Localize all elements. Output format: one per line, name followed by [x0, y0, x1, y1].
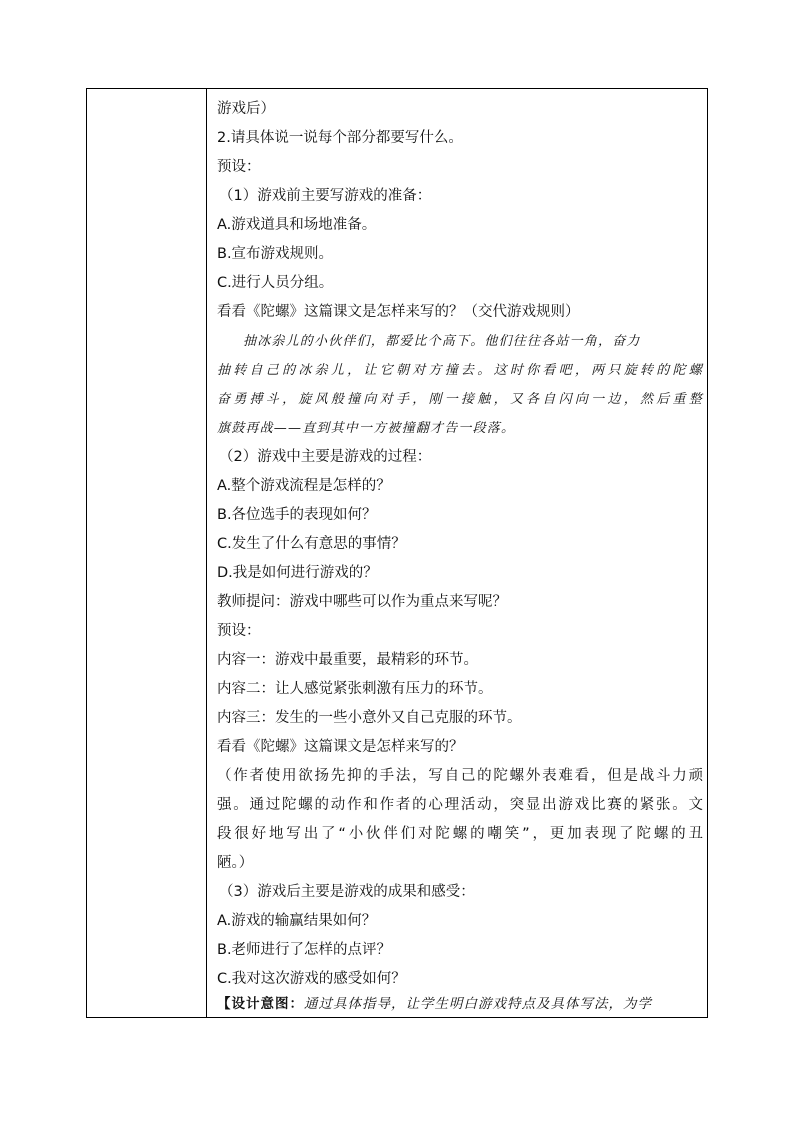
column-divider [206, 89, 207, 1017]
section-3-heading: （3）游戏后主要是游戏的成果和感受： [219, 884, 475, 900]
analysis-line: 陋。） [217, 855, 254, 871]
list-item: C.我对这次游戏的感受如何？ [217, 971, 406, 987]
analysis-line: 强。通过陀螺的动作和作者的心理活动，突显出游戏比赛的紧张。文 [217, 797, 703, 813]
preset-label: 预设： [217, 623, 261, 639]
lesson-table [86, 88, 708, 1018]
design-intent [217, 994, 703, 1014]
quote-line: 抽冰尜儿的小伙伴们，都爱比个高下。他们往往各站一角，奋力 [243, 334, 641, 349]
analysis-line: 段很好地写出了“小伙伴们对陀螺的嘲笑”，更加表现了陀螺的丑 [217, 826, 703, 842]
list-item: A.游戏的输赢结果如何？ [217, 913, 377, 929]
text-line: 看看《陀螺》这篇课文是怎样来写的？ [217, 739, 464, 755]
text-line: 游戏后） [217, 101, 275, 117]
list-item: C.发生了什么有意思的事情？ [217, 536, 406, 552]
list-item: C.进行人员分组。 [217, 275, 334, 291]
list-item: B.各位选手的表现如何？ [217, 507, 377, 523]
content-item: 内容二：让人感觉紧张刺激有压力的环节。 [217, 681, 493, 697]
list-item: A.游戏道具和场地准备。 [217, 217, 377, 233]
lesson-content-cell [217, 95, 703, 1014]
section-1-heading: （1）游戏前主要写游戏的准备： [219, 188, 432, 204]
content-item: 内容三：发生的一些小意外又自己克服的环节。 [217, 710, 522, 726]
list-item: A.整个游戏流程是怎样的？ [217, 478, 391, 494]
excerpt-quote [217, 327, 703, 443]
preset-label: 预设： [217, 159, 261, 175]
question-2: 2.请具体说一说每个部分都要写什么。 [217, 130, 463, 146]
section-2-heading: （2）游戏中主要是游戏的过程： [219, 449, 432, 465]
quote-line: 抽转自己的冰尜儿，让它朝对方撞去。这时你看吧，两只旋转的陀螺 [217, 363, 703, 378]
design-intent-text: 通过具体指导，让学生明白游戏特点及具体写法，为学 [304, 996, 652, 1012]
text-line: 看看《陀螺》这篇课文是怎样来写的？（交代游戏规则） [217, 304, 580, 320]
analysis-line: （作者使用欲扬先抑的手法，写自己的陀螺外表难看，但是战斗力顽 [217, 768, 703, 784]
design-intent-label: 【设计意图： [217, 996, 304, 1012]
content-item: 内容一：游戏中最重要，最精彩的环节。 [217, 652, 478, 668]
quote-line: 奋勇搏斗，旋风般撞向对手，刚一接触，又各自闪向一边，然后重整 [217, 392, 703, 407]
teacher-question: 教师提问：游戏中哪些可以作为重点来写呢？ [217, 594, 507, 610]
quote-line: 旗鼓再战——直到其中一方被撞翻才告一段落。 [217, 421, 516, 436]
list-item: B.老师进行了怎样的点评？ [217, 942, 392, 958]
list-item: B.宣布游戏规则。 [217, 246, 334, 262]
list-item: D.我是如何进行游戏的？ [217, 565, 378, 581]
